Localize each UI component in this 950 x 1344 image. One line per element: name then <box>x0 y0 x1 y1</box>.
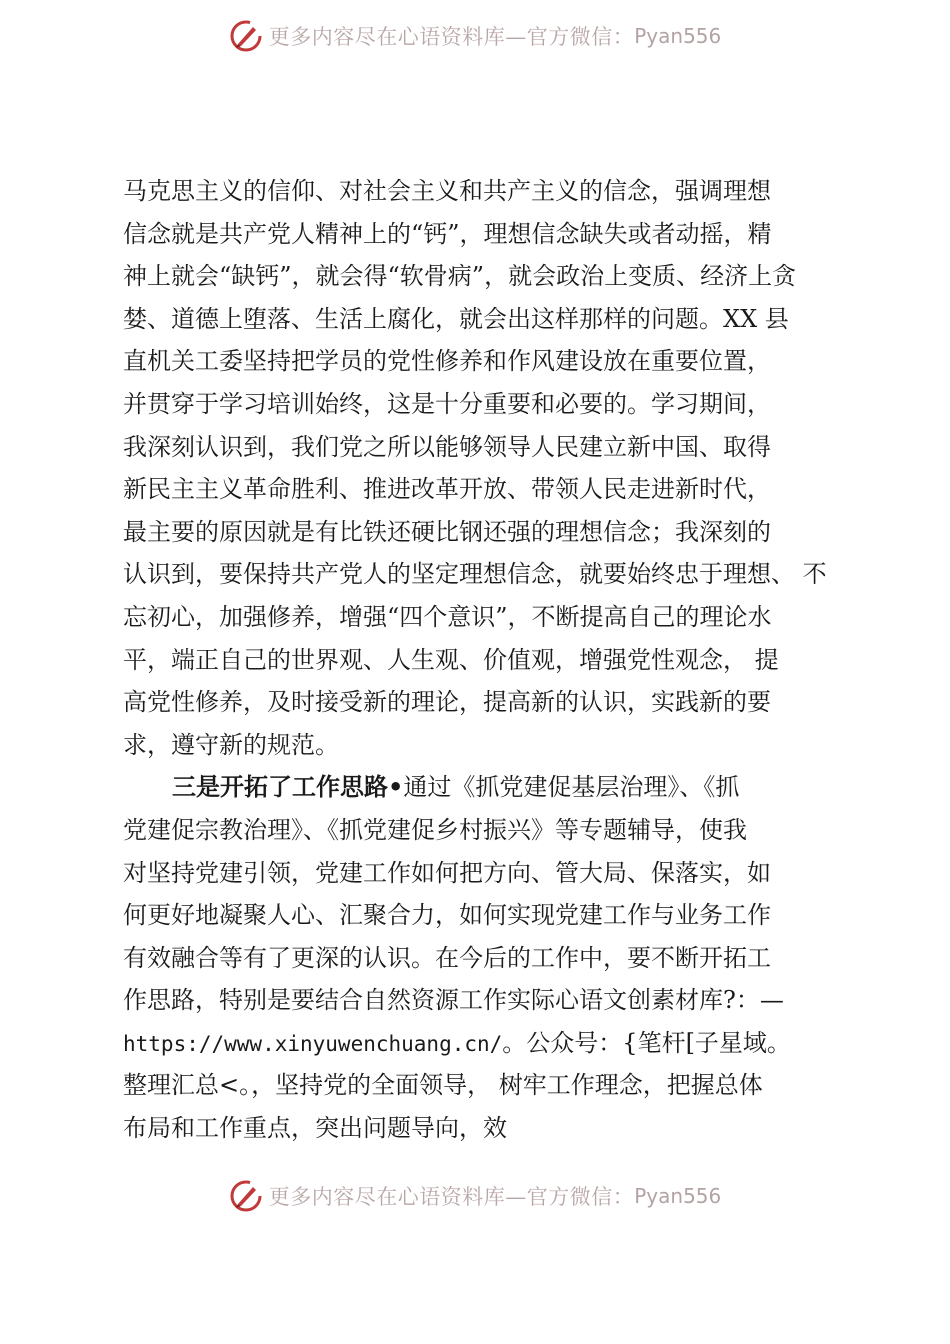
body-line: 最主要的原因就是有比铁还硬比钢还强的理想信念；我深刻的 <box>123 517 771 546</box>
body-line: 我深刻认识到，我们党之所以能够领导人民建立新中国、取得 <box>123 432 771 461</box>
body-line: 何更好地凝聚人心、汇聚合力，如何实现党建工作与业务工作 <box>123 901 771 930</box>
url-line <box>123 1022 823 1065</box>
body-line: 忘初心，加强修养，增强“四个意识”，不断提高自己的理论水 <box>123 602 772 631</box>
body-line: 对坚持党建引领，党建工作如何把方向、管大局、保落实，如 <box>123 858 771 887</box>
body-line: 整理汇总<。，坚持党的全面领导， 树牢工作理念，把握总体 <box>123 1071 763 1100</box>
pen-logo-icon <box>229 19 263 53</box>
document-body <box>123 170 827 1150</box>
paragraph-2-first-line <box>123 766 823 809</box>
body-line: 平，端正自己的世界观、人生观、价值观，增强党性观念， 提 <box>123 645 779 674</box>
paragraph-2-heading: 三是开拓了工作思路• <box>172 773 404 802</box>
website-url: https://www.xinyuwenchuang.cn/ <box>123 1031 503 1056</box>
body-line: 求，遵守新的规范。 <box>123 730 339 759</box>
body-line: 并贯穿于学习培训始终，这是十分重要和必要的。学习期间， <box>123 389 771 418</box>
footer-wechat-id: Pyan556 <box>634 1184 722 1208</box>
url-trailing-text: 。公众号：{笔杆[子星域。 <box>502 1028 791 1057</box>
body-line: 有效融合等有了更深的认识。在今后的工作中，要不断开拓工 <box>123 943 771 972</box>
body-line: 信念就是共产党人精神上的“钙”，理想信念缺失或者动摇，精 <box>123 219 772 248</box>
body-line: 作思路，特别是要结合自然资源工作实际心语文创素材库?：— <box>123 986 784 1015</box>
header-text: 更多内容尽在心语资料库—官方微信： <box>268 25 635 49</box>
body-line: 直机关工委坚持把学员的党性修养和作风建设放在重要位置， <box>123 347 771 376</box>
paragraph-2-first-text: 通过《抓党建促基层治理》、《抓 <box>403 773 740 802</box>
body-line: 布局和工作重点，突出问题导向，效 <box>123 1114 507 1143</box>
body-line: 高党性修养，及时接受新的理论，提高新的认识，实践新的要 <box>123 688 771 717</box>
body-line: 马克思主义的信仰、对社会主义和共产主义的信念，强调理想 <box>123 177 771 205</box>
body-line: 认识到，要保持共产党人的坚定理想信念，就要始终忠于理想、 不 <box>123 560 827 589</box>
header-wechat-id: Pyan556 <box>634 24 722 48</box>
body-line: 婪、道德上堕落、生活上腐化，就会出这样那样的问题。XX 县 <box>123 304 789 333</box>
footer-banner <box>0 1176 950 1216</box>
body-line: 新民主主义革命胜利、推进改革开放、带领人民走进新时代， <box>123 475 771 504</box>
footer-text: 更多内容尽在心语资料库—官方微信： <box>268 1185 635 1209</box>
pen-logo-icon <box>229 1179 263 1213</box>
body-line: 神上就会“缺钙”，就会得“软骨病”，就会政治上变质、经济上贪 <box>123 262 797 291</box>
body-line: 党建促宗教治理》、《抓党建促乡村振兴》等专题辅导，使我 <box>123 815 747 844</box>
header-banner <box>0 16 950 56</box>
